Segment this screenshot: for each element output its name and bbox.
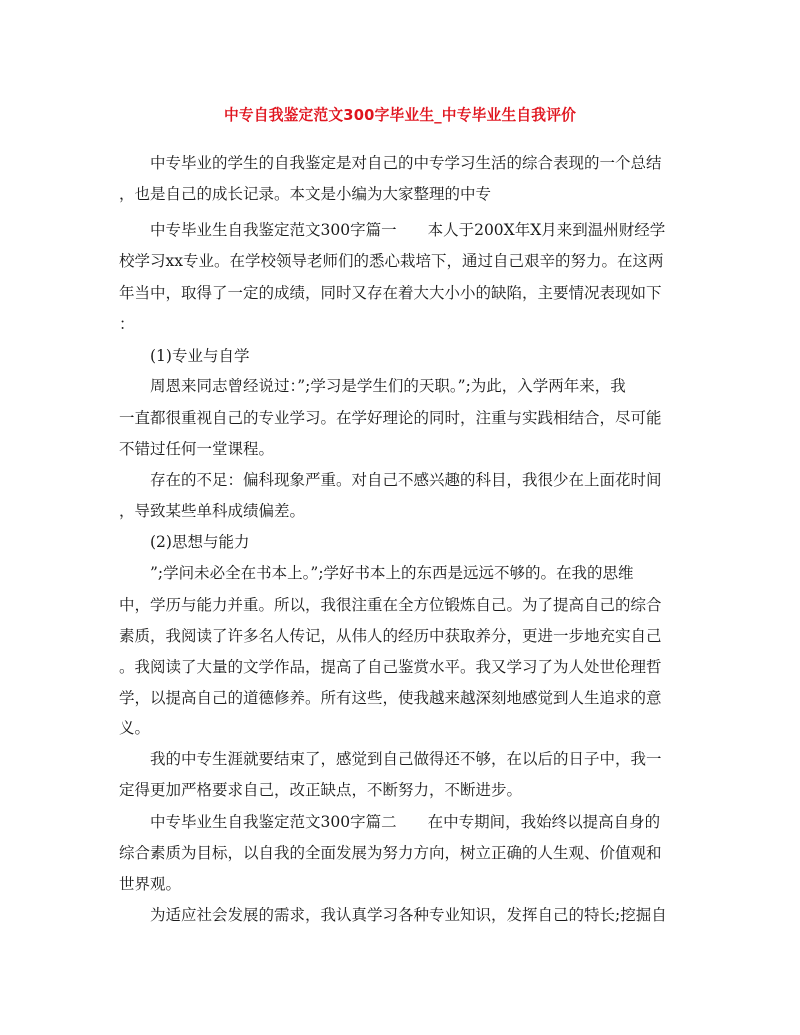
document-title: 中专自我鉴定范文300字毕业生_中专毕业生自我评价 bbox=[223, 106, 577, 124]
body-line: ，导致某些单科成绩偏差。 bbox=[119, 502, 306, 520]
body-line: 学，以提高自己的道德修养。所有这些，使我越来越深刻地感觉到人生追求的意 bbox=[119, 689, 662, 707]
body-line: 年当中，取得了一定的成绩，同时又存在着大大小小的缺陷，主要情况表现如下 bbox=[119, 284, 662, 302]
body-line: 中专毕业生自我鉴定范文300字篇二 在中专期间，我始终以提高自身的 bbox=[150, 813, 661, 831]
body-line: 为适应社会发展的需求，我认真学习各种专业知识，发挥自己的特长;挖掘自 bbox=[150, 906, 667, 924]
body-line: ，也是自己的成长记录。本文是小编为大家整理的中专 bbox=[119, 185, 492, 203]
body-line: 一直都很重视自己的专业学习。在学好理论的同时，注重与实践相结合，尽可能 bbox=[119, 409, 662, 427]
body-line: 义。 bbox=[119, 719, 151, 737]
body-line: 不错过任何一堂课程。 bbox=[119, 440, 275, 458]
body-line: 素质，我阅读了许多名人传记，从伟人的经历中获取养分，更进一步地充实自己 bbox=[119, 627, 662, 645]
body-line: 定得更加严格要求自己，改正缺点，不断努力，不断进步。 bbox=[119, 781, 523, 799]
body-line: 周恩来同志曾经说过：”;学习是学生们的天职。”;为此，入学两年来，我 bbox=[150, 377, 626, 395]
body-line: ”;学问未必全在书本上。”;学好书本上的东西是远远不够的。在我的思维 bbox=[150, 564, 634, 582]
body-line: 中专毕业生自我鉴定范文300字篇一 本人于200X年X月来到温州财经学 bbox=[150, 221, 666, 239]
body-line: 。我阅读了大量的文学作品，提高了自己鉴赏水平。我又学习了为人处世伦理哲 bbox=[119, 658, 662, 676]
body-line: 中专毕业的学生的自我鉴定是对自己的中专学习生活的综合表现的一个总结 bbox=[150, 154, 662, 172]
body-line: 存在的不足：偏科现象严重。对自己不感兴趣的科目，我很少在上面花时间 bbox=[150, 471, 662, 489]
section-heading: (1)专业与自学 bbox=[150, 347, 250, 365]
body-line: 我的中专生涯就要结束了，感觉到自己做得还不够，在以后的日子中，我一 bbox=[150, 750, 662, 768]
section-heading: (2)思想与能力 bbox=[150, 533, 250, 551]
body-line: 世界观。 bbox=[119, 875, 182, 893]
body-line: 综合素质为目标，以自我的全面发展为努力方向，树立正确的人生观、价值观和 bbox=[119, 844, 662, 862]
body-line: 中，学历与能力并重。所以，我很注重在全方位锻炼自己。为了提高自己的综合 bbox=[119, 596, 662, 614]
body-line: ： bbox=[119, 315, 135, 333]
body-line: 校学习xx专业。在学校领导老师们的悉心栽培下，通过自己艰辛的努力。在这两 bbox=[119, 252, 664, 270]
